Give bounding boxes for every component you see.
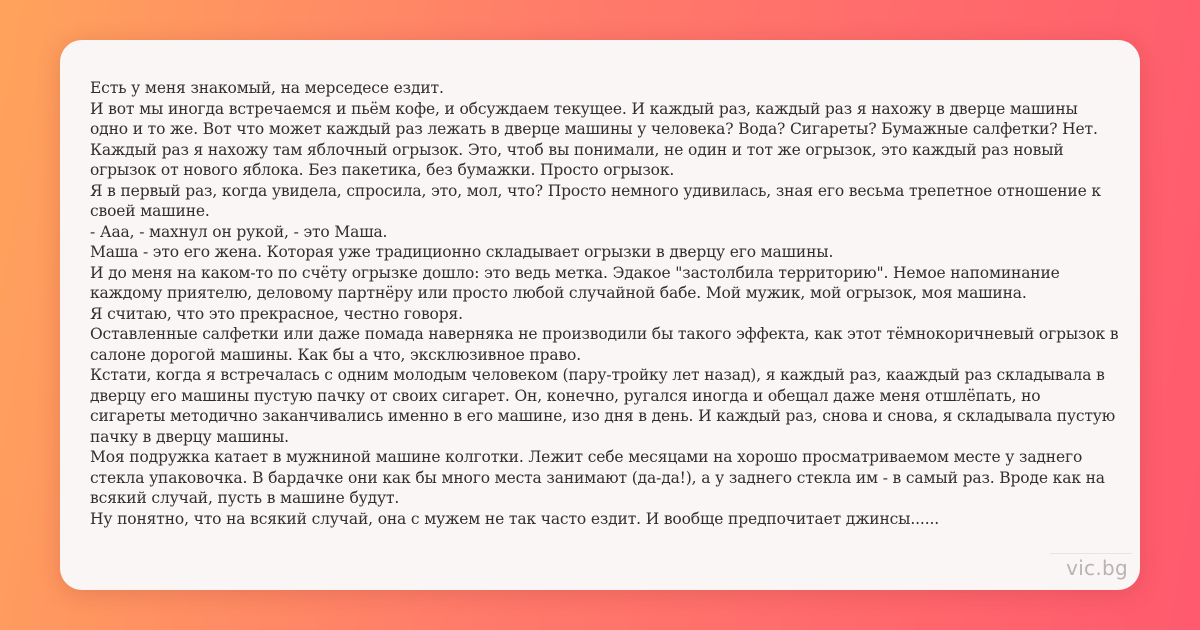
story-paragraph: Каждый раз я нахожу там яблочный огрызок. Это, чтоб вы понимали, не один и тот же огрызок, это каждый раз новый огрызок от нового яблока. Без пакетика, без бумажки. Просто огрызок. (90, 140, 1064, 179)
story-paragraph: Моя подружка катает в мужниной машине колготки. Лежит себе месяцами на хорошо просматриваемом месте у заднего стекла упаковочка. В бардачке они как бы много места занимают (да-да!), а у заднего стекла им - в самый раз. Вроде как на всякий случай, пусть в машине будут. (90, 448, 1105, 507)
story-paragraph: И вот мы иногда встречаемся и пьём кофе, и обсуждаем текущее. И каждый раз, каждый раз я нахожу в дверце машины одно и то же. Вот что может каждый раз лежать в дверце машины у человека? Вода? Сигареты? Бумажные салфетки? Нет. (90, 99, 1098, 138)
story-paragraph: Кстати, когда я встречалась с одним молодым человеком (пару-тройку лет назад), я каждый раз, кааждый раз складывала в дверцу его машины пустую пачку от своих сигарет. Он, конечно, ругался иногда и обещал даже меня отшлёпать, но сигареты методично заканчивались именно в его машине, изо дня в день. И каждый раз, снова и снова, я складывала пустую пачку в дверцу машины. (90, 366, 1116, 446)
story-paragraph: Я считаю, что это прекрасное, честно говоря. (90, 304, 463, 323)
story-paragraph: Ну понятно, что на всякий случай, она с мужем не так часто ездит. И вообще предпочитает джинсы...... (90, 509, 940, 528)
story-paragraph: И до меня на каком-то по счёту огрызке дошло: это ведь метка. Эдакое "застолбила территорию". Немое напоминание каждому приятелю, деловому партнёру или просто любой случайной бабе. Мой мужик, мой огрызок, моя машина. (90, 263, 1060, 302)
brand-divider (1050, 553, 1132, 554)
story-paragraph: Оставленные салфетки или даже помада наверняка не производили бы такого эффекта, как этот тёмнокоричневый огрызок в салоне дорогой машины. Как бы а что, эксклюзивное право. (90, 325, 1119, 364)
story-paragraph: - Ааа, - махнул он рукой, - это Маша. (90, 222, 388, 241)
site-brand: vic.bg (1066, 556, 1128, 580)
story-paragraph: Есть у меня знакомый, на мерседесе ездит. (90, 79, 444, 97)
story-card (60, 40, 1140, 590)
story-text (90, 78, 1120, 529)
story-paragraph: Я в первый раз, когда увидела, спросила, это, мол, что? Просто немного удивилась, зная его весьма трепетное отношение к своей машине. (90, 181, 1101, 220)
story-paragraph: Маша - это его жена. Которая уже традиционно складывает огрызки в дверцу его машины. (90, 243, 834, 261)
